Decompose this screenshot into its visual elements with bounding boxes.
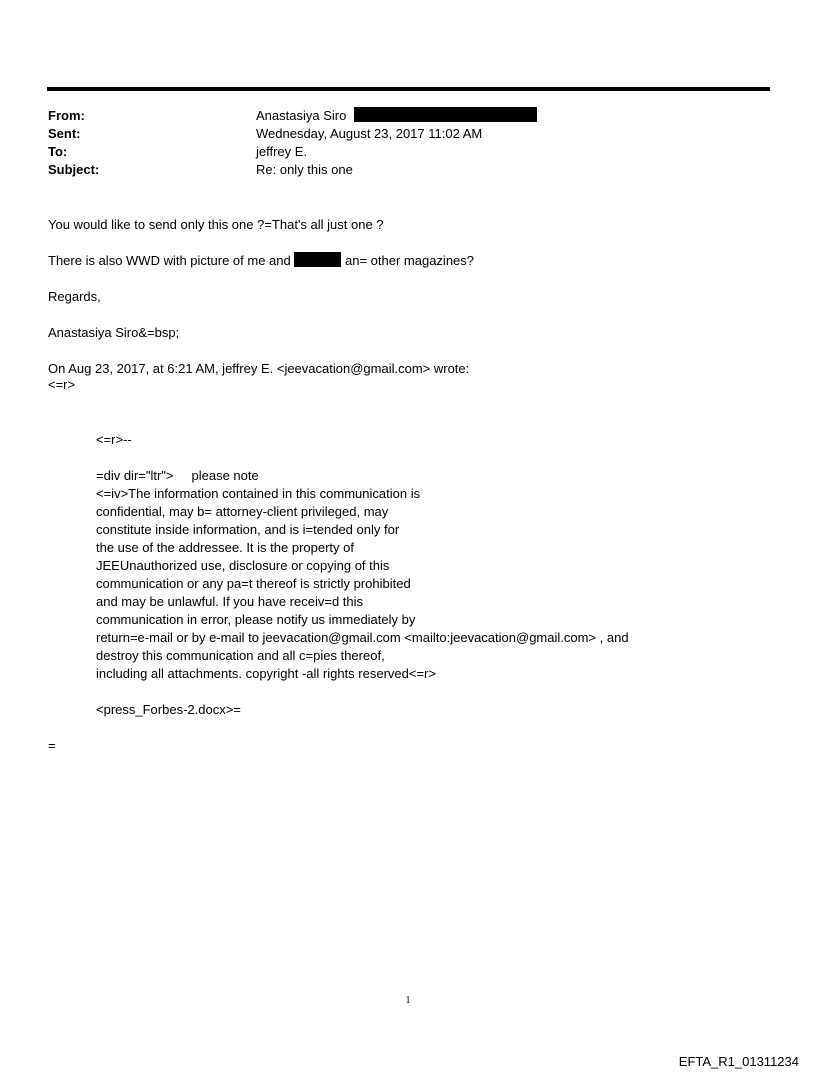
disclaimer-line: including all attachments. copyright -all rights reserved<=r> — [96, 666, 436, 681]
header-rule — [47, 87, 770, 91]
disclaimer-line: return=e-mail or by e-mail to jeevacation@gmail.com <mailto:jeevacation@gmail.com> , and — [96, 630, 629, 645]
from-name: Anastasiya Siro — [256, 108, 347, 123]
body-line-2-pre: There is also WWD with picture of me and — [48, 253, 291, 268]
disclaimer-line: communication or any pa=t thereof is strictly prohibited — [96, 576, 411, 591]
body-line-2-post: an= other magazines? — [345, 253, 475, 268]
quote-intro: On Aug 23, 2017, at 6:21 AM, jeffrey E. <jeevacation@gmail.com> wrote: — [48, 361, 470, 376]
disclaimer-line: destroy this communication and all c=pies thereof, — [96, 648, 385, 663]
from-value — [256, 107, 537, 125]
sent-value: Wednesday, August 23, 2017 11:02 AM — [256, 126, 483, 141]
signature: Anastasiya Siro&=bsp; — [48, 325, 180, 340]
quoted-div-line — [96, 467, 259, 485]
attachment-name: <press_Forbes-2.docx>= — [96, 702, 241, 717]
subject-label: Subject: — [48, 162, 100, 177]
disclaimer-line: JEEUnauthorized use, disclosure or copying of this — [96, 558, 390, 573]
page-number: 1 — [405, 995, 411, 1006]
quoted-line-1: <=r>-- — [96, 432, 132, 447]
regards: Regards, — [48, 289, 101, 304]
quoted-div-tag: =div dir="ltr"> — [96, 468, 174, 483]
body-line-2 — [48, 252, 474, 270]
redaction-block — [354, 107, 537, 122]
sent-label: Sent: — [48, 126, 81, 141]
disclaimer-line: the use of the addressee. It is the property of — [96, 540, 354, 555]
to-label: To: — [48, 144, 68, 159]
disclaimer-line: confidential, may b= attorney-client privileged, may — [96, 504, 389, 519]
quote-break: <=r> — [48, 377, 76, 392]
from-label: From: — [48, 108, 85, 123]
disclaimer-line: constitute inside information, and is i=tended only for — [96, 522, 400, 537]
disclaimer-line: communication in error, please notify us immediately by — [96, 612, 416, 627]
quoted-please-note: please note — [191, 468, 259, 483]
redaction-block — [294, 252, 341, 267]
body-line-1: You would like to send only this one ?=That's all just one ? — [48, 217, 384, 232]
disclaimer-line: and may be unlawful. If you have receiv=d this — [96, 594, 364, 609]
disclaimer-line: <=iv>The information contained in this communication is — [96, 486, 421, 501]
trailing-marker: = — [48, 738, 56, 753]
subject-value: Re: only this one — [256, 162, 353, 177]
to-value: jeffrey E. — [256, 144, 308, 159]
document-id: EFTA_R1_01311234 — [678, 1054, 799, 1069]
